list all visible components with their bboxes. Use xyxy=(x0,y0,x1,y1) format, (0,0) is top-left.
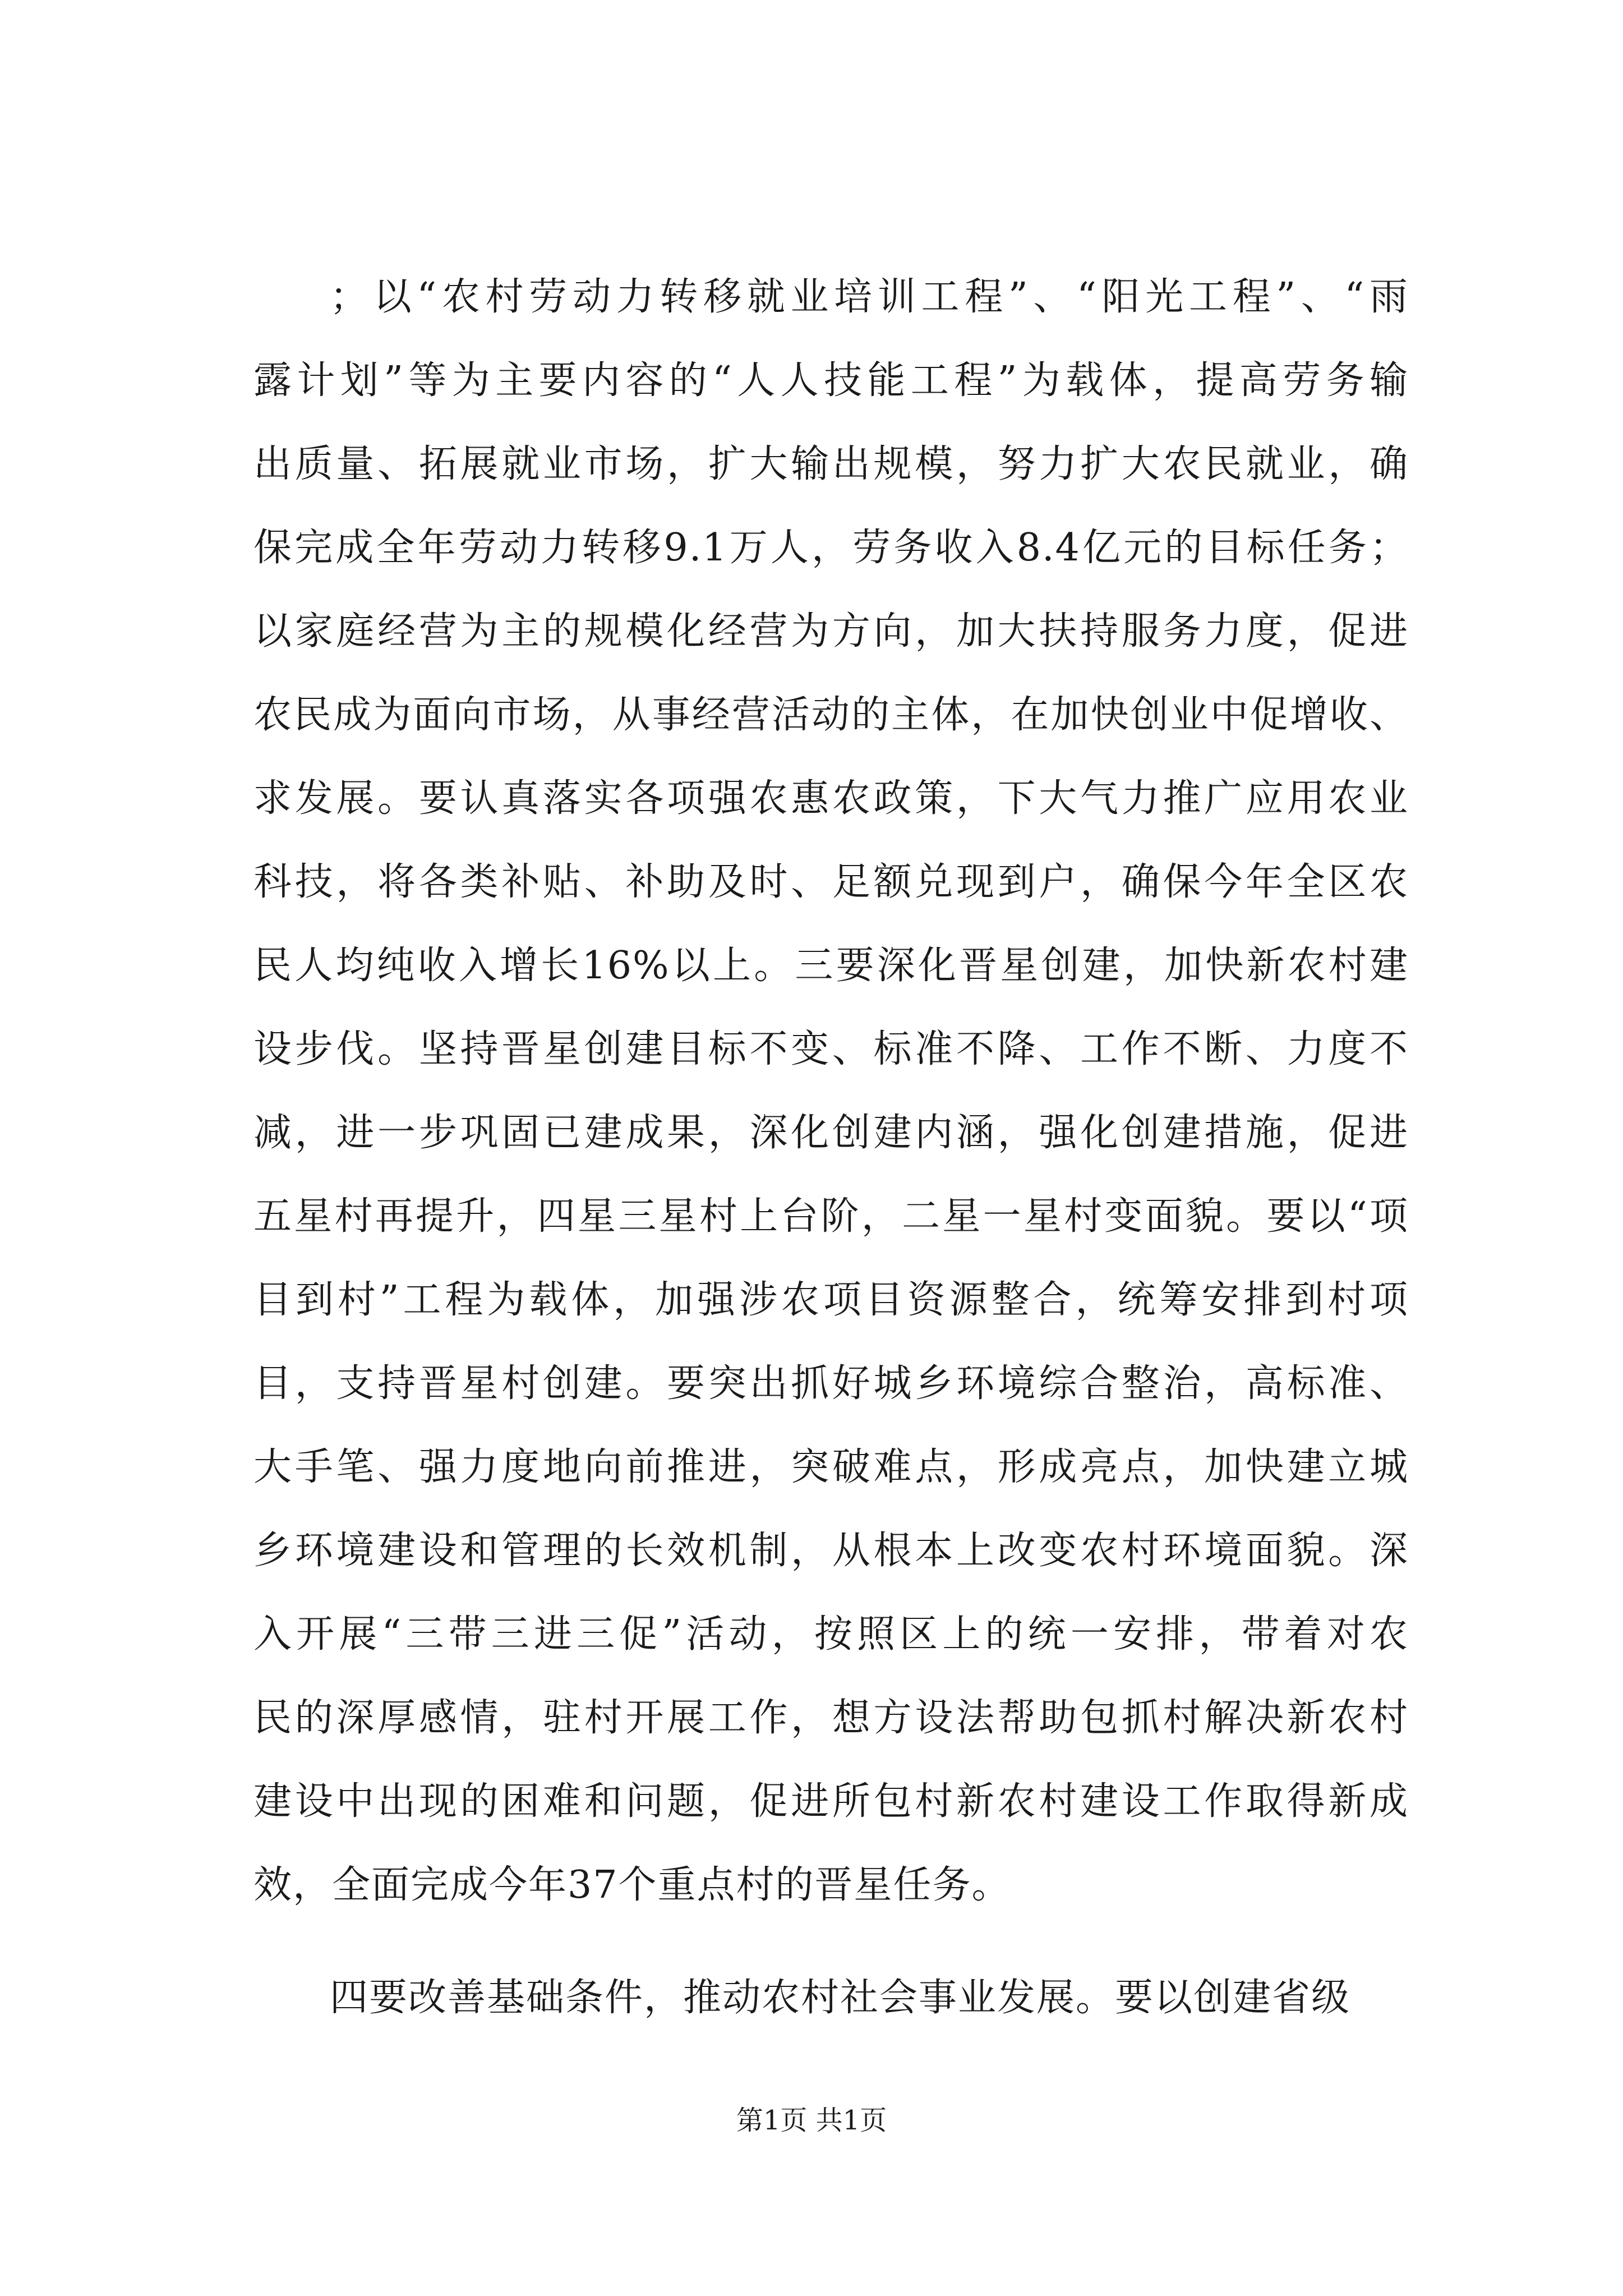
text-line: 以家庭经营为主的规模化经营为方向，加大扶持服务力度，促进 xyxy=(253,609,1409,654)
text-line: 目到村”工程为载体，加强涉农项目资源整合，统筹安排到村项 xyxy=(253,1278,1409,1322)
text-line: 大手笔、强力度地向前推进，突破难点，形成亮点，加快建立城 xyxy=(253,1445,1409,1489)
text-line: 五星村再提升，四星三星村上台阶，二星一星村变面貌。要以“项 xyxy=(253,1194,1409,1239)
text-line: 科技，将各类补贴、补助及时、足额兑现到户，确保今年全区农 xyxy=(253,860,1409,904)
text-line: 农民成为面向市场，从事经营活动的主体，在加快创业中促增收、 xyxy=(253,693,1409,737)
text-line: 露计划”等为主要内容的“人人技能工程”为载体，提高劳务输 xyxy=(253,358,1409,403)
text-line: 建设中出现的困难和问题，促进所包村新农村建设工作取得新成 xyxy=(253,1779,1409,1824)
text-line: 目，支持晋星村创建。要突出抓好城乡环境综合整治，高标准、 xyxy=(253,1361,1409,1406)
text-line: 设步伐。坚持晋星创建目标不变、标准不降、工作不断、力度不 xyxy=(253,1027,1409,1071)
text-line: 乡环境建设和管理的长效机制，从根本上改变农村环境面貌。深 xyxy=(253,1529,1409,1573)
text-line: ；以“农村劳动力转移就业培训工程”、“阳光工程”、“雨 xyxy=(330,275,1409,319)
text-line: 求发展。要认真落实各项强农惠农政策，下大气力推广应用农业 xyxy=(253,776,1409,821)
text-line: 四要改善基础条件，推动农村社会事业发展。要以创建省级 xyxy=(330,1976,1351,2020)
text-line: 出质量、拓展就业市场，扩大输出规模，努力扩大农民就业，确 xyxy=(253,442,1409,486)
text-line: 减，进一步巩固已建成果，深化创建内涵，强化创建措施，促进 xyxy=(253,1111,1409,1155)
page-footer: 第1页 共1页 xyxy=(736,2105,887,2136)
text-line: 效，全面完成今年37个重点村的晋星任务。 xyxy=(253,1863,1011,1907)
text-line: 入开展“三带三进三促”活动，按照区上的统一安排，带着对农 xyxy=(253,1612,1409,1657)
document-body xyxy=(253,255,1409,2040)
text-line: 保完成全年劳动力转移9.1万人，劳务收入8.4亿元的目标任务； xyxy=(253,526,1409,570)
text-line: 民的深厚感情，驻村开展工作，想方设法帮助包抓村解决新农村 xyxy=(253,1696,1409,1740)
text-line: 民人均纯收入增长16%以上。三要深化晋星创建，加快新农村建 xyxy=(253,944,1409,988)
